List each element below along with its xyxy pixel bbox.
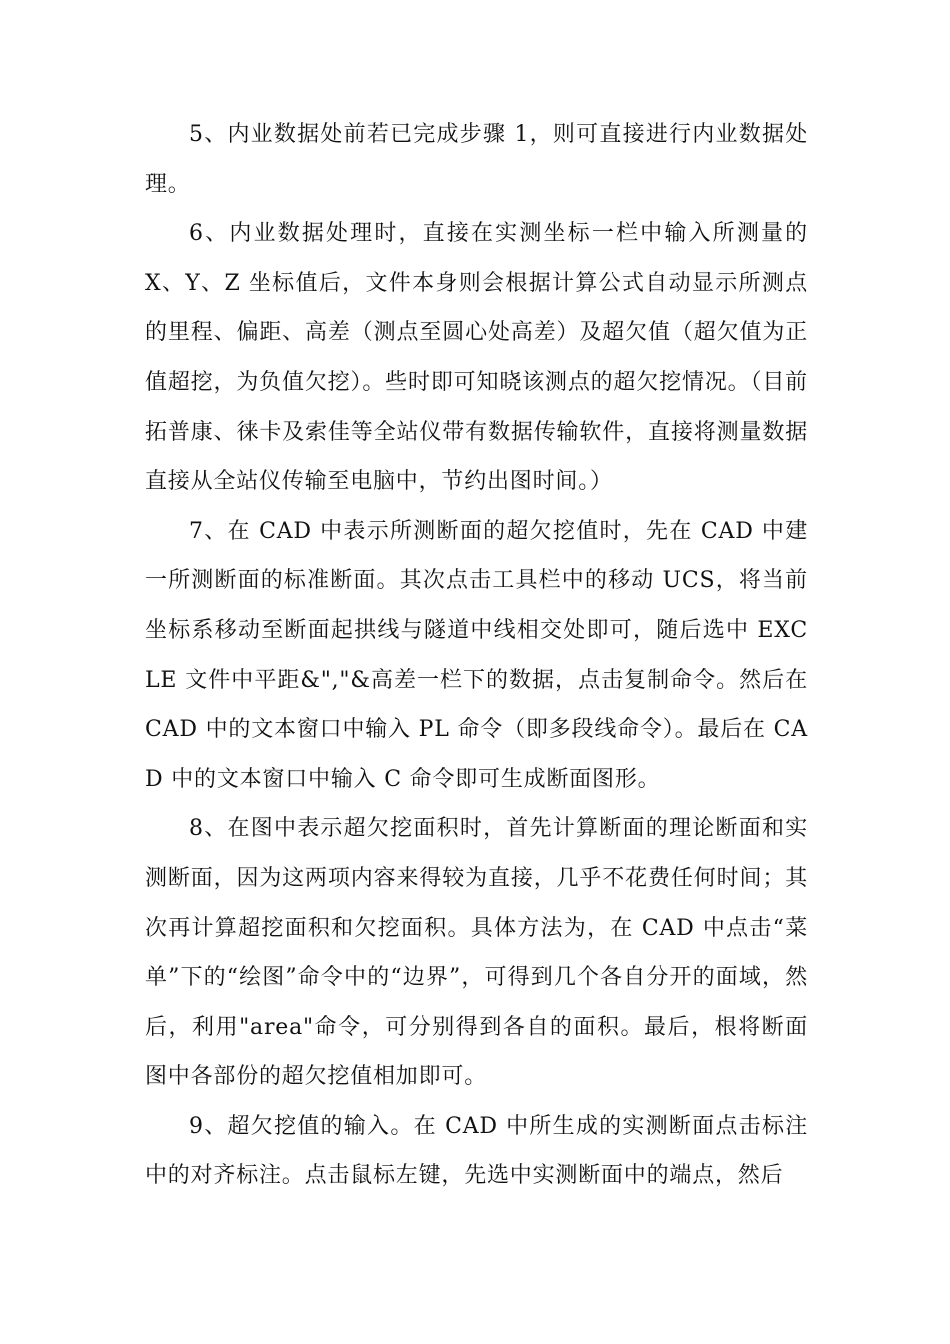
paragraph-step-9: 9、超欠挖值的输入。在 CAD 中所生成的实测断面点击标注中的对齐标注。点击鼠标左键，先选中实测断面中的端点，然后: [145, 1113, 808, 1189]
paragraph-step-7: 7、在 CAD 中表示所测断面的超欠挖值时，先在 CAD 中建一所测断面的标准断面。其次点击工具栏中的移动 UCS，将当前坐标系移动至断面起拱线与隧道中线相交处即可，随后选中 EXCLE 文件中平距&","&高差一栏下的数据，点击复制命令。然后在 CAD 中的文本窗口中输入 PL 命令（即多段线命令）。最后在 CAD 中的文本窗口中输入 C 命令即可生成断面图形。: [145, 518, 808, 792]
document-body: [145, 110, 808, 1201]
paragraph-step-5: 5、内业数据处前若已完成步骤 1，则可直接进行内业数据处理。: [145, 122, 808, 197]
paragraph-step-8: 8、在图中表示超欠挖面积时，首先计算断面的理论断面和实测断面，因为这两项内容来得较为直接，几乎不花费任何时间；其次再计算超挖面积和欠挖面积。具体方法为，在 CAD 中点击“菜单”下的“绘图”命令中的“边界”，可得到几个各自分开的面域，然后，利用"area"命令，可分别得到各自的面积。最后，根将断面图中各部份的超欠挖值相加即可。: [145, 816, 808, 1090]
paragraph-step-6: 6、内业数据处理时，直接在实测坐标一栏中输入所测量的 X、Y、Z 坐标值后，文件本身则会根据计算公式自动显示所测点的里程、偏距、高差（测点至圆心处高差）及超欠值（超欠值为正值超挖，为负值欠挖）。些时即可知晓该测点的超欠挖情况。（目前拓普康、徕卡及索佳等全站仪带有数据传输软件，直接将测量数据直接从全站仪传输至电脑中，节约出图时间。）: [145, 221, 808, 495]
